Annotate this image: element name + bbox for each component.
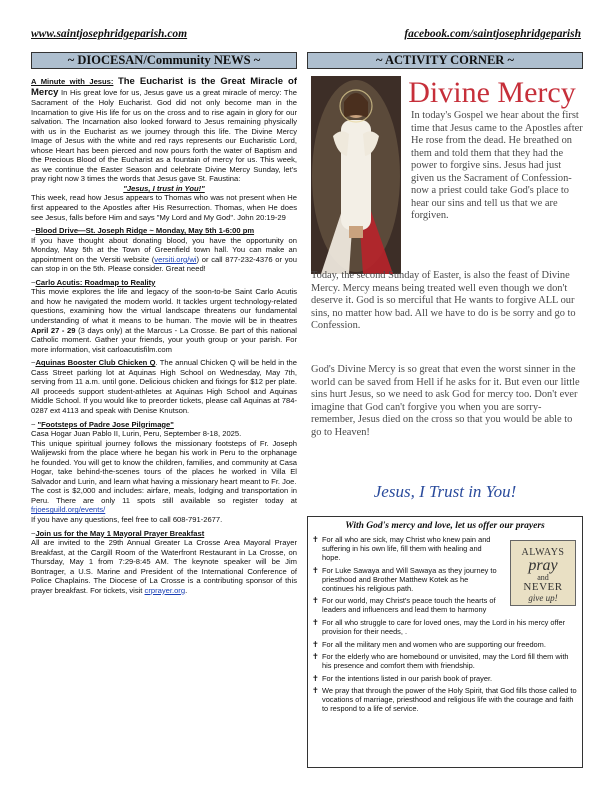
- prayer-item: [308, 618, 582, 636]
- prayers-box: [307, 516, 583, 768]
- jesus-i-trust-in-you: Jesus, I Trust in You!: [373, 482, 517, 501]
- divine-mercy-story-1: In today's Gospel we hear about the first time that Jesus came to the Apostles after He rose from the dead. He breathed on them and told them that they had the power to forgive sins. Jesus had just given us the Sacrament of Confession- now a priest could take God's place to hear our sins and tell us that we are forgiven.: [411, 110, 583, 221]
- website-link[interactable]: www.saintjosephridgeparish.com: [31, 28, 188, 40]
- cross-icon: ✝: [312, 596, 319, 606]
- prayer-item: [308, 596, 504, 614]
- tilde: ~: [31, 358, 36, 368]
- prayer-item: [308, 535, 504, 562]
- prayer-text: We pray that through the power of the Holy Spirit, that God fills those called to vocations of marriage, priesthood and religious life with the courage and faith to respond to a life of service.: [322, 686, 577, 714]
- card-line-4: NEVER: [523, 581, 563, 593]
- carlo-acutis-section: [31, 278, 297, 354]
- prayer-text: For Luke Sawaya and Will Sawaya as they journey to priesthood and Brother Matthew Kotek as he continues his religious path.: [322, 565, 497, 593]
- pilgrimage-cost: The cost is $2,000 and includes: airfare, meals, lodging and transportation in Peru. There are only 11 spots still available so register today at: [31, 486, 297, 505]
- prayer-text: For our world, may Christ's peace touch the hearts of leaders and influencers and lead them to harmony: [322, 596, 496, 615]
- prayer-text: For the elderly who are homebound or unvisited, may the Lord fill them with his presence and comfort them with friendship.: [322, 651, 569, 671]
- cross-icon: ✝: [312, 535, 319, 544]
- prayer-item: [308, 686, 582, 713]
- blood-drive-body-1: If you have thought about donating blood, you have the opportunity on Monday, May 5th at the Town of Greenfield town hall. You can make an appointment on the Versiti website (: [31, 235, 297, 264]
- minute-after: This week, read how Jesus appears to Thomas who was not present when He first appeared to the Apostles after His Resurrection. Thomas, when He does see Jesus, falls before Him and says "My Lord and My God". John 20:19-29: [31, 193, 297, 222]
- prayer-text: For all who struggle to care for loved ones, may the Lord in his mercy offer provision for their needs, .: [322, 617, 566, 637]
- prayer-breakfast-title: Join us for the May 1 Mayoral Prayer Breakfast: [35, 528, 205, 538]
- prayer-breakfast-end: .: [185, 585, 188, 595]
- card-line-3: and: [537, 573, 549, 582]
- cross-icon: ✝: [312, 565, 319, 575]
- activity-corner: [307, 74, 583, 514]
- card-line-2: pray: [528, 557, 558, 574]
- pilgrimage-questions: If you have any questions, feel free to call 608-791-2677.: [31, 514, 223, 524]
- chicken-q-section: [31, 358, 297, 415]
- cross-icon: ✝: [312, 686, 319, 696]
- cross-icon: ✝: [312, 673, 319, 683]
- cross-icon: ✝: [312, 617, 319, 627]
- prayer-breakfast-body: All are invited to the 29th Annual Greater La Crosse Area Mayoral Prayer Breakfast, at the Cargill Room of the Waterfront Restaurant in La Crosse, on Thursday, May 1 from 7:29-8:45 AM. The keynote speaker will be Jim Bontrager, a U.S. Marine and President of the International Conference of Police Chaplains. The Diocese of La Crosse is a contributing sponsor of this prayer breakfast. For tickets, visit: [31, 538, 297, 595]
- carlo-acutis-dates: April 27 - 29: [31, 325, 76, 335]
- chicken-q-body: . The annual Chicken Q will be held in the Cass Street parking lot at Aquinas High School on Wednesday, May 7th, serving from 11 a.m. until gone. Delicious chicken and fixings for $12 per plate. All proceeds support student-athletes at Aquinas High School and Aquinas Middle School. If you would like to preorder tickets, please call Aquinas at 784-0287 ext 4113 and speak with Denise Knutson.: [31, 358, 297, 415]
- pilgrimage-title: "Footsteps of Padre Jose Pilgrimage": [37, 419, 174, 429]
- minute-label: A Minute with Jesus:: [31, 77, 114, 86]
- blood-drive-section: [31, 226, 297, 274]
- versiti-link[interactable]: versiti.org/wi: [154, 254, 197, 264]
- prayer-breakfast-section: [31, 529, 297, 596]
- minute-body: In His great love for us, Jesus gave us a great miracle of mercy: The Sacrament of the Holy Eucharist. God did not only become man in the Incarnation to give His life for us on the cross and to rise again in glory for our salvation. The Incarnation also looked forward to Jesus remaining physically with us in the Eucharist as we journey through this life. The Divine Mercy Image of Jesus with the white and red rays represents our Eucharistic Lord, whose Heart has been pierced and now pours forth the water of Baptism and the Precious Blood of the Eucharist as a fountain of mercy for us. This week, as we continue the Easter Season and celebrate Divine Mercy Sunday, let's pray right now 3 times the words that Jesus gave St. Faustina:: [31, 88, 297, 184]
- prayer-item: [308, 652, 582, 670]
- tilde: ~: [31, 277, 36, 287]
- prayer-text: For all the military men and women who are supporting our freedom.: [322, 639, 546, 649]
- carlo-acutis-title: Carlo Acutis: Roadmap to Reality: [35, 277, 156, 287]
- prayers-header: With God's mercy and love, let us offer our prayers: [345, 521, 545, 531]
- divine-mercy-story-2: Today, the second Sunday of Easter, is also the feast of Divine Mercy. Mercy means being treated well even though we don't deserve it. God is so merciful that He wants to forgive ALL our sins, no matter how bad. All we have to do is be sorry and go to Confession.: [311, 270, 576, 331]
- frjoesguild-link[interactable]: frjoesguild.org/events/: [31, 505, 106, 515]
- prayer-text: For all who are sick, may Christ who knew pain and suffering in his own life, fill them with healing and hope.: [322, 535, 491, 563]
- minute-with-jesus: [31, 76, 297, 184]
- minute-headline: The Eucharist is the Great Miracle of Mercy: [31, 76, 297, 98]
- activity-corner-banner: ~ ACTIVITY CORNER ~: [307, 52, 583, 69]
- facebook-link[interactable]: facebook.com/saintjosephridgeparish: [404, 28, 581, 40]
- chicken-q-title: Aquinas Booster Club Chicken Q: [35, 358, 156, 368]
- prayer-item: [308, 640, 582, 649]
- card-line-5: give up!: [528, 593, 558, 603]
- crprayer-link[interactable]: crprayer.org: [144, 585, 186, 595]
- pilgrimage-body: This unique spiritual journey follows the missionary footsteps of Fr. Joseph Walijewski from the place where he began his work in Peru to the orphanage he founded. You will get to know the children, families, and community at Casa Hogar, take behind-the-scenes tours of the places he worked in Villa El Salvador and Lurin, and learn what having a missionary heart meant to Fr. Joe.: [31, 438, 297, 486]
- pilgrimage-section: [31, 420, 297, 525]
- tilde: ~: [31, 226, 36, 236]
- divine-mercy-title: Divine Mercy: [408, 76, 576, 109]
- always-pray-card: [510, 540, 576, 606]
- prayer-item: [308, 566, 504, 593]
- pilgrimage-prefix: ~: [31, 419, 38, 429]
- carlo-acutis-body-2: (3 days only) at the Marcus - La Crosse. Be part of this national Catholic moment. Gather your friends, your youth group or your parish. For more information, visit carloacutisfilm.com: [31, 325, 297, 354]
- divine-mercy-image: [311, 76, 401, 274]
- card-line-1: ALWAYS: [521, 547, 565, 558]
- diocesan-news-column: [31, 76, 297, 776]
- faustina-quote: "Jesus, I trust in You!": [123, 183, 205, 193]
- pilgrimage-line: Casa Hogar Juan Pablo II, Lurin, Peru, September 8-18, 2025.: [31, 429, 242, 439]
- tilde: ~: [31, 528, 36, 538]
- blood-drive-body-2: ) or call 877-232-4376 or you can stop in on the 5th. Please consider. Great need!: [31, 254, 297, 274]
- cross-icon: ✝: [312, 651, 319, 661]
- cross-icon: ✝: [312, 639, 319, 649]
- prayer-text: For the intentions listed in our parish book of prayer.: [322, 673, 493, 683]
- divine-mercy-story-3: God's Divine Mercy is so great that even the worst sinner in the world can be saved from Hell if he asks for it. But even our little sins hurt Jesus, so we need to ask God for mercy too. Don't ever imagine that God can't forgive you when you are sorry- remember, Jesus died on the cross so that you would be able to go to Heaven!: [311, 364, 580, 438]
- prayer-item: [308, 674, 582, 683]
- blood-drive-title: Blood Drive—St. Joseph Ridge ~ Monday, May 5th 1-6:00 pm: [35, 226, 255, 236]
- diocesan-news-banner: ~ DIOCESAN/Community NEWS ~: [31, 52, 297, 69]
- carlo-acutis-body-1: This movie explores the life and legacy of the soon-to-be Saint Carlo Acutis and how he navigated the modern world. It tackles urgent technology-related questions, examining how the virtual landscape threatens our fundamental understanding of what it means to be human. The movie will be in theatres: [31, 287, 297, 326]
